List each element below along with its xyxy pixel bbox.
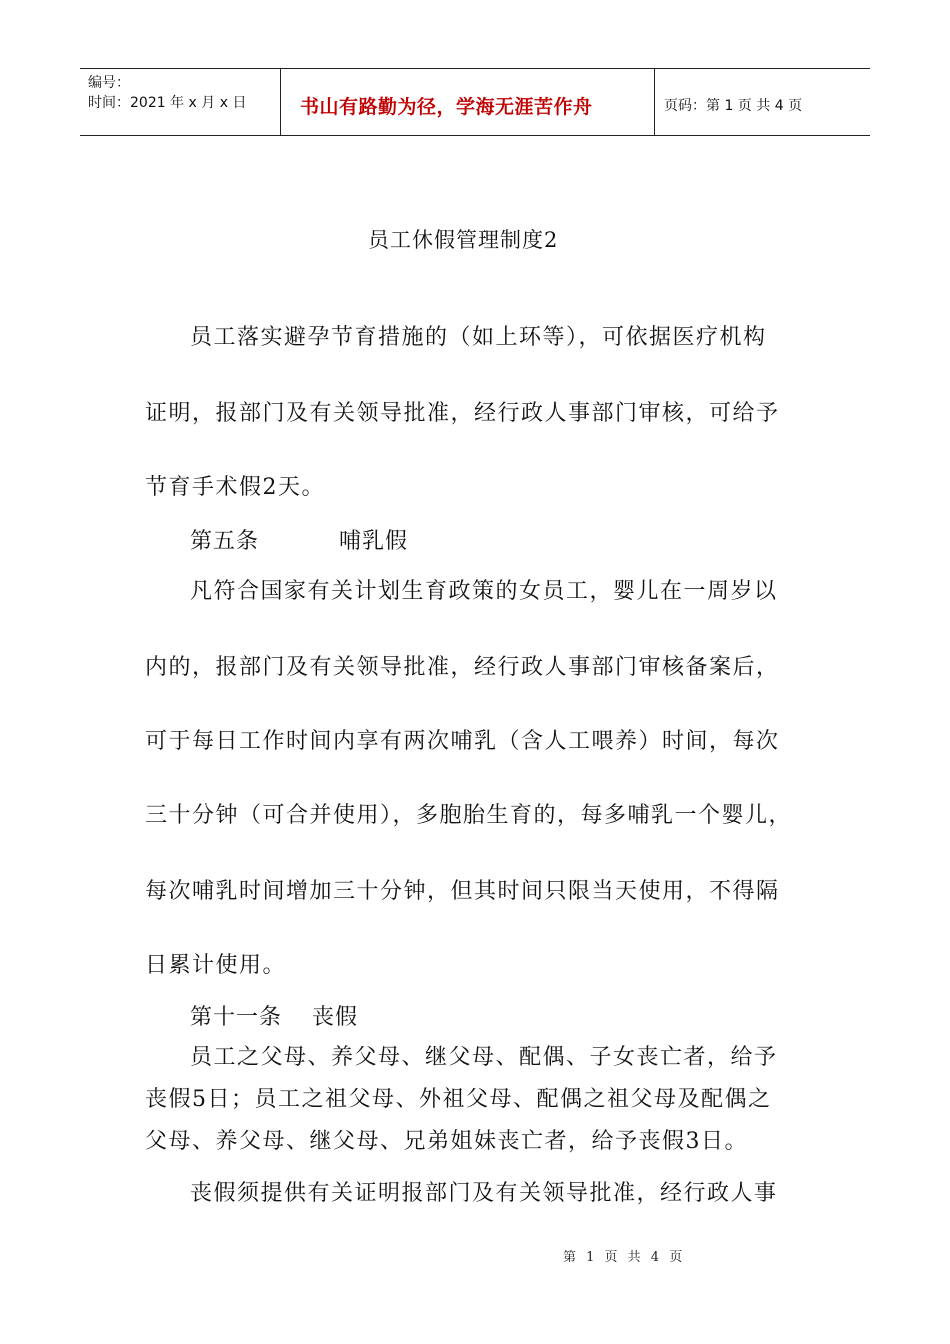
doc-number-label: 编号：: [88, 75, 130, 91]
page-footer: 第 1 页 共 4 页: [563, 1250, 683, 1265]
body-line: 内的，报部门及有关领导批准，经行政人事部门审核备案后，: [145, 655, 780, 680]
header-divider-right: [654, 68, 655, 136]
body-line: 员工之父母、养父母、继父母、配偶、子女丧亡者，给予: [190, 1045, 778, 1070]
body-line: 丧假须提供有关证明报部门及有关领导批准，经行政人事: [190, 1181, 778, 1206]
body-line: 证明，报部门及有关领导批准，经行政人事部门审核，可给予: [145, 401, 780, 426]
article-11-number: 第十一条: [190, 1005, 283, 1030]
body-line: 三十分钟（可合并使用），多胞胎生育的，每多哺乳一个婴儿，: [145, 803, 793, 828]
document-title: 员工休假管理制度2: [368, 228, 559, 252]
body-line: 员工落实避孕节育措施的（如上环等），可依据医疗机构: [190, 325, 767, 350]
article-5-name: 哺乳假: [339, 529, 409, 554]
body-line: 父母、养父母、继父母、兄弟姐妹丧亡者，给予丧假3日。: [145, 1129, 748, 1154]
body-line: 每次哺乳时间增加三十分钟，但其时间只限当天使用，不得隔: [145, 879, 780, 904]
header-motto: 书山有路勤为径，学海无涯苦作舟: [300, 96, 593, 118]
header-divider-left: [280, 68, 281, 136]
header-bottom-border: [80, 135, 870, 136]
body-line: 凡符合国家有关计划生育政策的女员工，婴儿在一周岁以: [190, 579, 778, 604]
article-11-heading: [190, 1000, 358, 1031]
article-5-number: 第五条: [190, 529, 260, 554]
article-11-name: 丧假: [312, 1005, 359, 1030]
header-page-code: 页码：第 1 页 共 4 页: [664, 98, 803, 114]
body-line: 日累计使用。: [145, 953, 287, 978]
body-line: 节育手术假2天。: [145, 475, 325, 500]
body-line: 丧假5日；员工之祖父母、外祖父母、配偶之祖父母及配偶之: [145, 1087, 772, 1112]
article-5-heading: [190, 524, 408, 555]
header-top-border: [80, 68, 870, 69]
doc-time-label: 时间：2021 年 x 月 x 日: [88, 95, 247, 111]
body-line: 可于每日工作时间内享有两次哺乳（含人工喂养）时间，每次: [145, 729, 780, 754]
